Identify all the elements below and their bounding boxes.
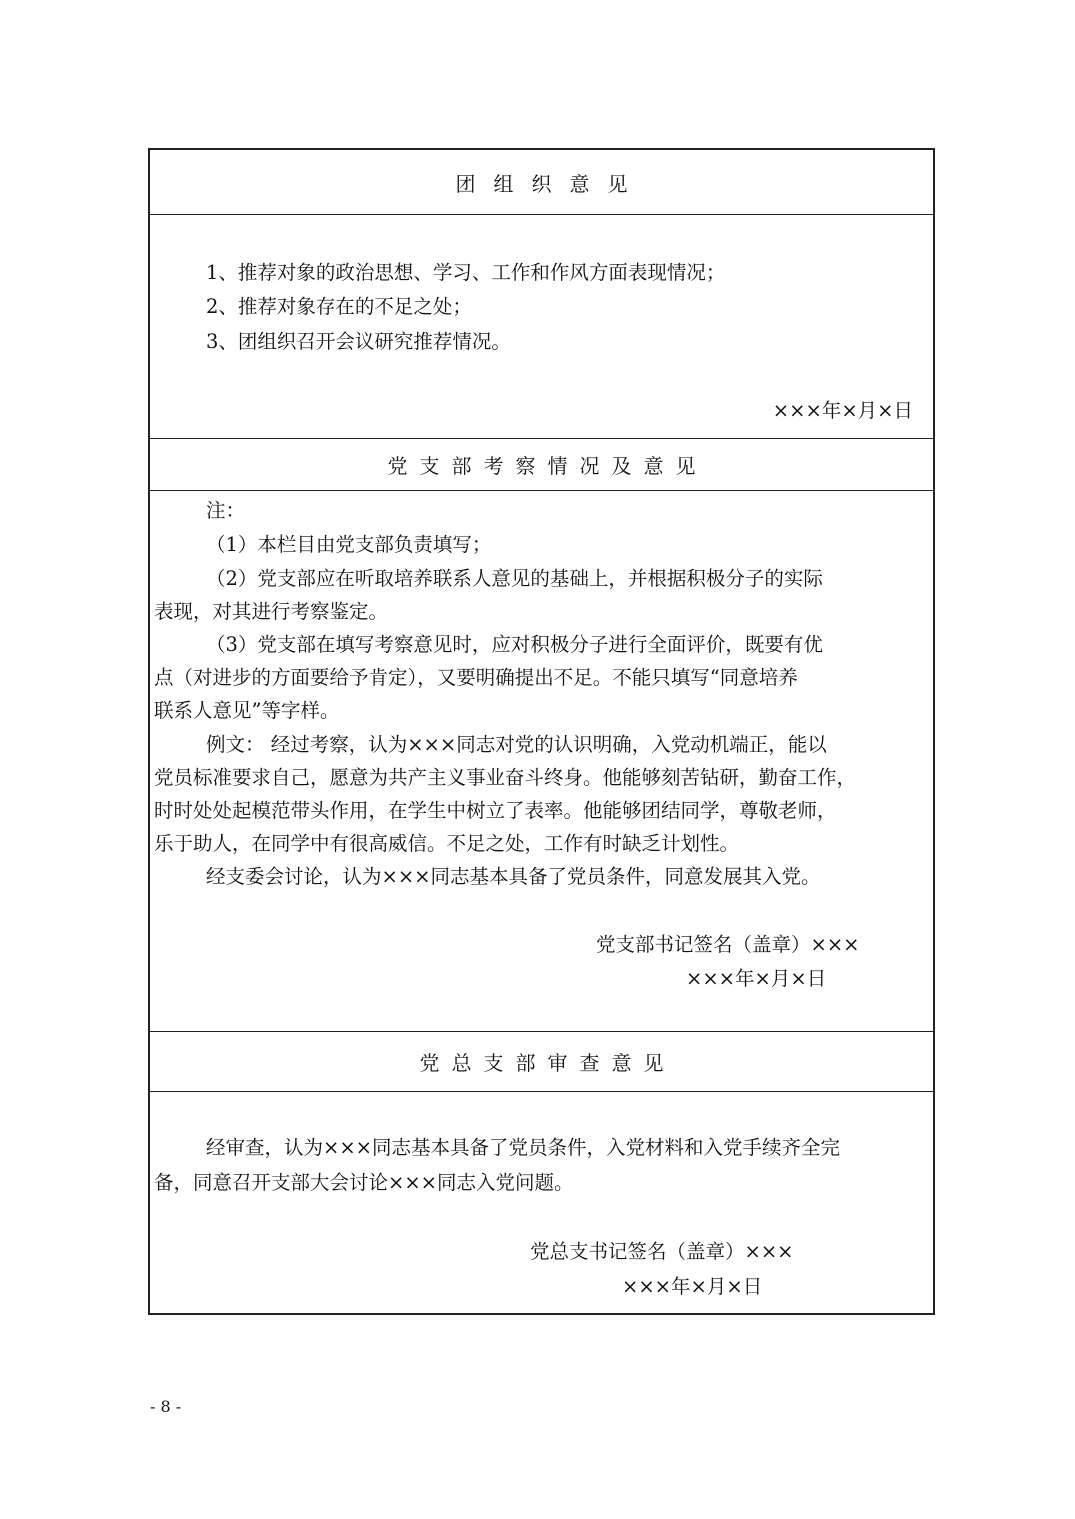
note-label: 注： [206,499,246,522]
note-line: （3）党支部在填写考察意见时，应对积极分子进行全面评价，既要有优 [206,633,823,656]
note-line: （2）党支部应在听取培养联系人意见的基础上，并根据积极分子的实际 [206,567,823,590]
section3-body [150,1091,933,1315]
section3-signature: 党总支书记签名（盖章）××× [530,1240,794,1263]
example-line: 经支委会讨论，认为×××同志基本具备了党员条件，同意发展其入党。 [206,865,821,888]
section2-body [150,490,933,1031]
note-line: 联系人意见”等字样。 [154,699,340,722]
section3-title: 党总支部审查意见 [419,1051,676,1075]
section2-date: ×××年×月×日 [686,967,827,990]
note-line: （1）本栏目由党支部负责填写； [206,533,492,556]
example-line: 党员标准要求自己，愿意为共产主义事业奋斗终身。他能够刻苦钻研，勤奋工作， [154,766,857,789]
section2-header [150,438,933,490]
section3-date: ×××年×月×日 [622,1275,763,1298]
review-line: 经审查，认为×××同志基本具备了党员条件，入党材料和入党手续齐全完 [206,1136,841,1159]
note-line: 表现，对其进行考察鉴定。 [154,600,389,623]
section2-signature: 党支部书记签名（盖章）××× [596,933,860,956]
opinion-form-table [148,148,935,1315]
example-line: 例文： 经过考察，认为×××同志对党的认识明确，入党动机端正，能以 [206,733,827,756]
review-line: 备，同意召开支部大会讨论×××同志入党问题。 [154,1171,574,1194]
section1-header [150,150,933,214]
note-line: 点（对进步的方面要给予肯定），又要明确提出不足。不能只填写“同意培养 [154,666,798,689]
example-line: 时时处处起模范带头作用，在学生中树立了表率。他能够团结同学，尊敬老师， [154,799,837,822]
example-line: 乐于助人，在同学中有很高威信。不足之处，工作有时缺乏计划性。 [154,832,740,855]
section1-item: 1、推荐对象的政治思想、学习、工作和作风方面表现情况； [206,261,726,284]
section1-item: 3、团组织召开会议研究推荐情况。 [206,330,511,353]
section3-header [150,1031,933,1091]
section1-title: 团组织意见 [455,171,646,196]
section2-title: 党支部考察情况及意见 [387,454,708,478]
section1-body [150,214,933,438]
page-number: - 8 - [150,1397,182,1416]
section1-date: ×××年×月×日 [772,399,913,422]
section1-item: 2、推荐对象存在的不足之处； [206,295,472,318]
